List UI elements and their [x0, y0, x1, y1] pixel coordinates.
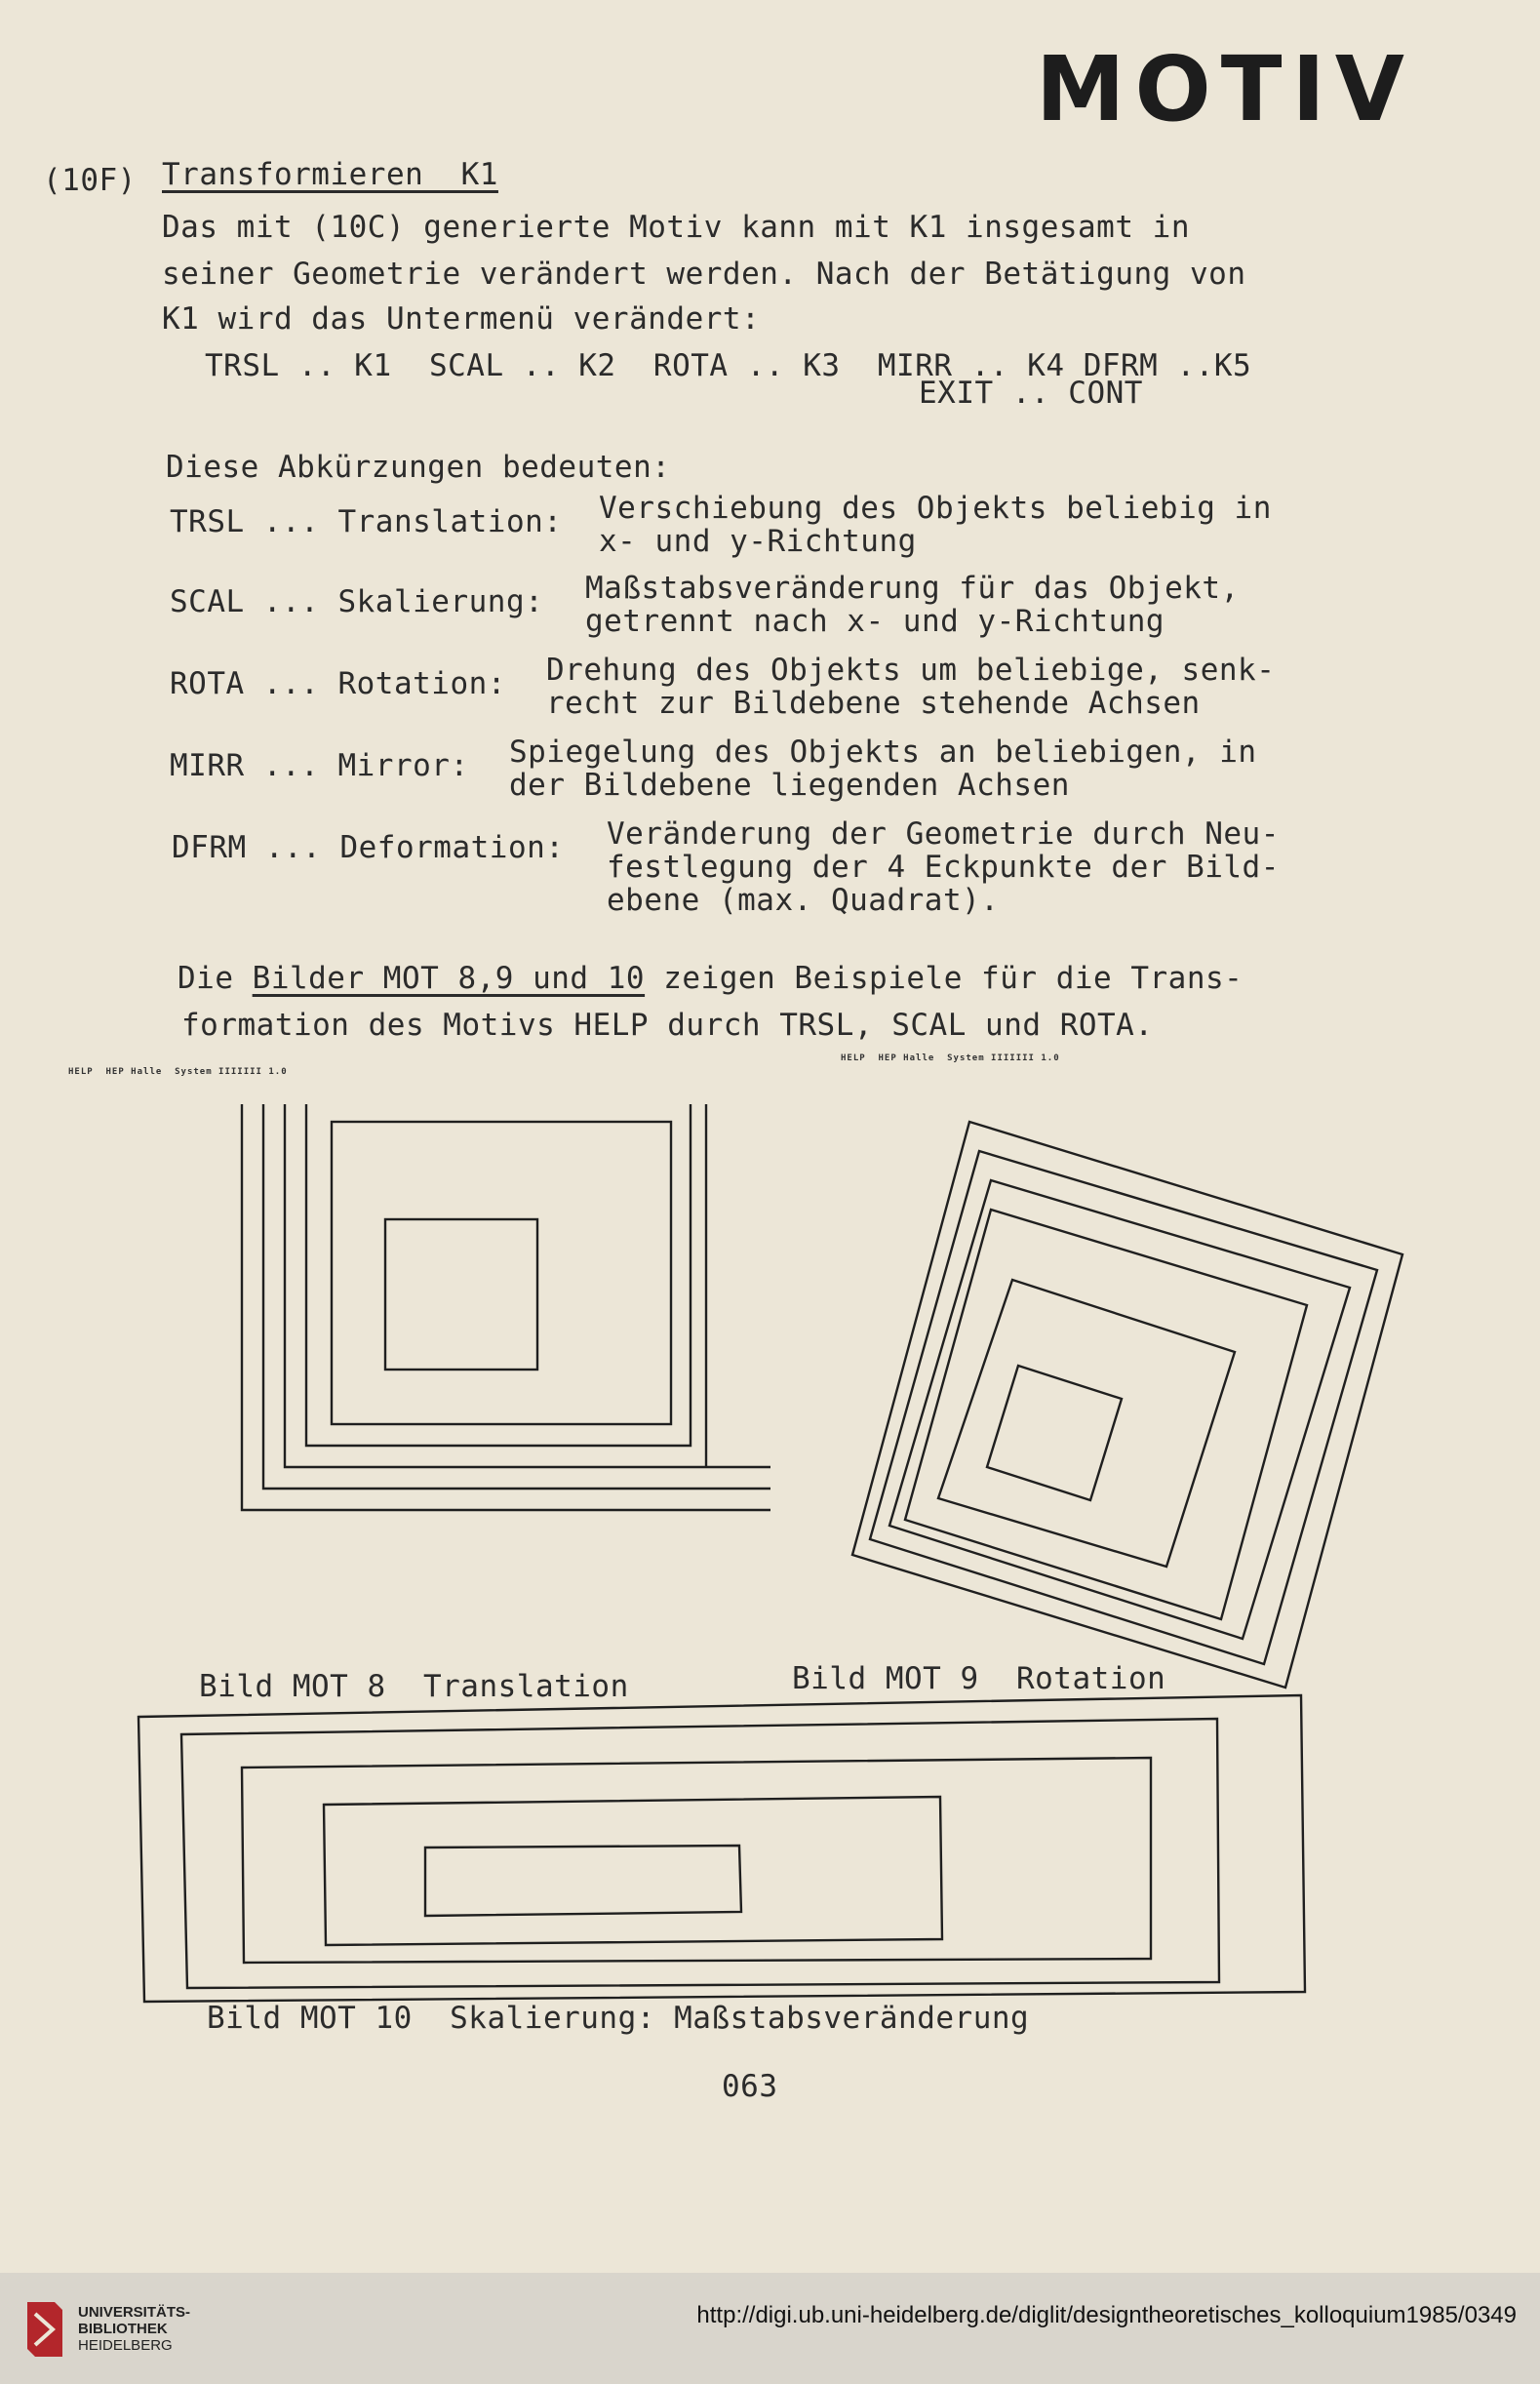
library-name-line-2: BIBLIOTHEK — [78, 2321, 168, 2337]
square-inner — [385, 1219, 537, 1370]
abbrev-desc-rota-1: Drehung des Objekts um beliebige, senk- — [546, 653, 1276, 688]
abbrev-term-rota: ROTA ... Rotation: — [170, 666, 506, 701]
abbrev-term-mirr: MIRR ... Mirror: — [170, 748, 469, 783]
square-middle — [332, 1122, 671, 1424]
abbrev-desc-mirr-1: Spiegelung des Objekts an beliebigen, in — [509, 735, 1257, 770]
closing-pre: Die — [178, 961, 253, 996]
closing-post: zeigen Beispiele für die Trans- — [645, 961, 1244, 996]
library-name — [78, 2304, 190, 2354]
shape-l-4 — [306, 1104, 691, 1446]
rect-outer — [138, 1695, 1305, 2002]
abbrev-desc-dfrm-3: ebene (max. Quadrat). — [607, 883, 1000, 918]
figure-reference: Bilder MOT 8,9 und 10 — [252, 961, 646, 996]
screen-header-left: HELP HEP Halle System IIIIIII 1.0 — [68, 1067, 288, 1077]
intro-line-3: K1 wird das Untermenü verändert: — [162, 301, 761, 337]
rect-inner — [425, 1846, 741, 1916]
library-logo-icon — [25, 2300, 64, 2359]
caption-mot10: Bild MOT 10 Skalierung: Maßstabsveränderung — [207, 2001, 1030, 2036]
abbrev-desc-mirr-2: der Bildebene liegenden Achsen — [509, 768, 1070, 803]
section-heading: Transformieren K1 — [162, 157, 498, 192]
figure-mot9-rotation — [835, 1112, 1420, 1697]
shape-l-2 — [263, 1104, 770, 1489]
screen-header-right: HELP HEP Halle System IIIIIII 1.0 — [841, 1053, 1060, 1063]
caption-mot9: Bild MOT 9 Rotation — [792, 1661, 1166, 1696]
abbrev-desc-rota-2: recht zur Bildebene stehende Achsen — [546, 686, 1201, 721]
rect-3 — [242, 1758, 1151, 1963]
shape-l-3 — [285, 1104, 770, 1467]
abbrev-desc-dfrm-1: Veränderung der Geometrie durch Neu- — [607, 816, 1280, 852]
library-footer — [0, 2273, 1540, 2384]
source-url-link[interactable]: http://digi.ub.uni-heidelberg.de/diglit/designtheoretisches_kolloquium1985/0349 — [696, 2302, 1517, 2328]
abbreviations-intro: Diese Abkürzungen bedeuten: — [166, 450, 671, 485]
abbrev-desc-scal-2: getrennt nach x- und y-Richtung — [585, 604, 1165, 639]
rotated-square-2 — [870, 1151, 1377, 1664]
submenu-row-2: EXIT .. CONT — [919, 376, 1143, 411]
library-name-line-3: HEIDELBERG — [78, 2337, 173, 2354]
closing-line-1 — [178, 960, 1243, 997]
page-title: MOTIV — [1036, 37, 1414, 141]
rect-4 — [324, 1797, 942, 1945]
abbrev-desc-scal-1: Maßstabsveränderung für das Objekt, — [585, 571, 1240, 606]
abbrev-term-scal: SCAL ... Skalierung: — [170, 584, 544, 619]
rotated-square-5 — [938, 1280, 1235, 1567]
library-name-line-1: UNIVERSITÄTS- — [78, 2304, 191, 2321]
abbrev-desc-trsl-1: Verschiebung des Objekts beliebig in — [599, 491, 1272, 526]
page-number: 063 — [722, 2069, 778, 2104]
rotated-square-6 — [987, 1366, 1122, 1500]
closing-line-2: formation des Motivs HELP durch TRSL, SCAL und ROTA. — [181, 1008, 1154, 1043]
figure-mot10-scaling — [133, 1689, 1315, 2021]
section-number: (10F) — [43, 163, 137, 198]
abbrev-term-dfrm: DFRM ... Deformation: — [172, 830, 565, 865]
figure-mot8-translation — [234, 1102, 780, 1531]
intro-line-2: seiner Geometrie verändert werden. Nach der Betätigung von — [162, 257, 1246, 292]
intro-line-1: Das mit (10C) generierte Motiv kann mit K1 insgesamt in — [162, 210, 1190, 245]
abbrev-desc-trsl-2: x- und y-Richtung — [599, 524, 917, 559]
submenu-row-1: TRSL .. K1 SCAL .. K2 ROTA .. K3 MIRR .. K4 DFRM ..K5 — [205, 348, 1252, 383]
caption-mot8: Bild MOT 8 Translation — [199, 1669, 629, 1704]
abbrev-term-trsl: TRSL ... Translation: — [170, 504, 563, 539]
abbrev-desc-dfrm-2: festlegung der 4 Eckpunkte der Bild- — [607, 850, 1280, 885]
